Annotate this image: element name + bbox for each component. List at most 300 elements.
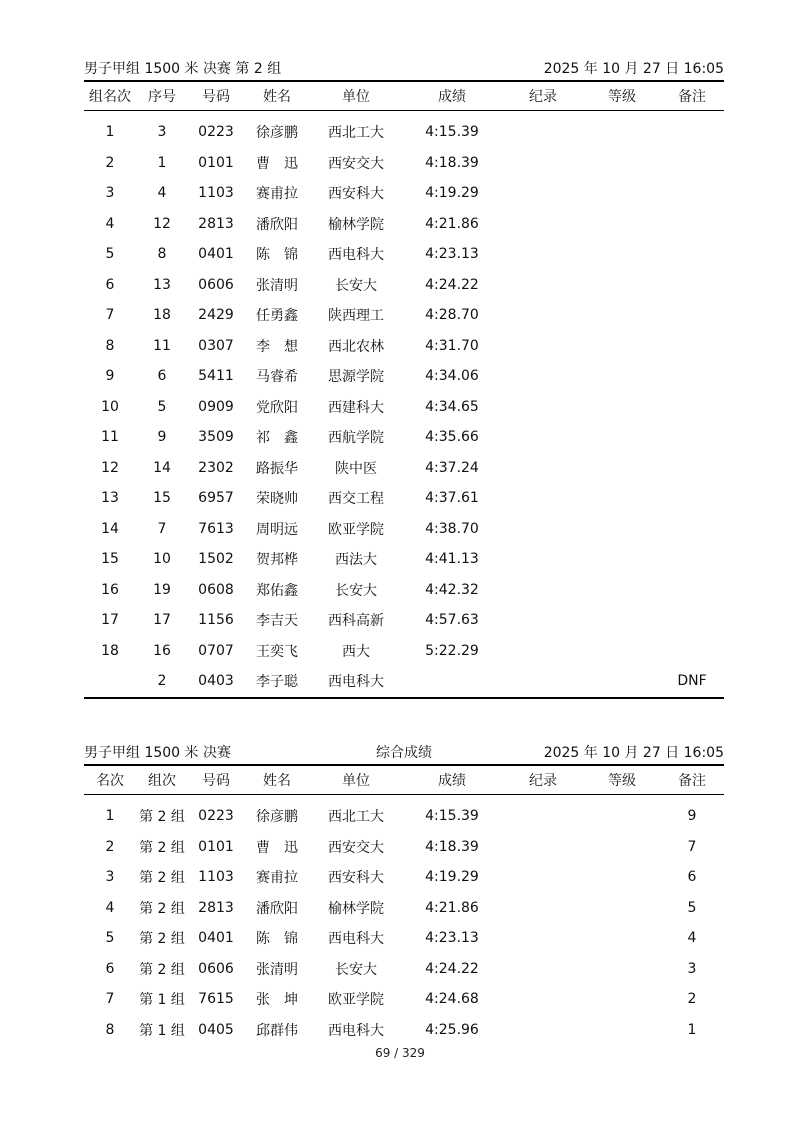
- table-row: [84, 575, 724, 606]
- table-cell: [584, 239, 660, 270]
- table-row: [84, 832, 724, 863]
- table-cell: [584, 483, 660, 514]
- table-row: [84, 1015, 724, 1046]
- table-cell: 张清明: [256, 961, 298, 978]
- table-cell: [584, 801, 660, 832]
- col-header: 纪录: [529, 773, 557, 789]
- table-row: [84, 801, 724, 832]
- col-header: 成绩: [438, 773, 466, 789]
- table-cell: 4: [157, 185, 167, 202]
- table-cell: [660, 453, 724, 484]
- table-cell: 西安交大: [328, 155, 384, 172]
- table-cell: 第 2 组: [139, 931, 185, 948]
- table-cell: 9: [105, 368, 115, 385]
- table-cell: 0403: [198, 673, 234, 690]
- table-cell: [660, 239, 724, 270]
- table-cell: 西安科大: [328, 186, 384, 203]
- table-cell: [584, 117, 660, 148]
- table-cell: [584, 832, 660, 863]
- table-cell: 李 想: [256, 338, 298, 355]
- table-cell: 4:21.86: [425, 215, 479, 232]
- table-row: [84, 361, 724, 392]
- table-cell: [502, 801, 584, 832]
- combined-results-table: [84, 766, 724, 1045]
- table-cell: 0307: [198, 337, 234, 354]
- table-cell: 2813: [198, 899, 234, 916]
- table-row: [84, 239, 724, 270]
- table-cell: 4:37.61: [425, 490, 479, 507]
- table-cell: [584, 544, 660, 575]
- heat-results-section: [84, 58, 724, 699]
- table-cell: [584, 422, 660, 453]
- table-cell: [502, 148, 584, 179]
- table-row: [84, 117, 724, 148]
- table-cell: 陕中医: [335, 460, 377, 477]
- table-cell: 17: [153, 612, 171, 629]
- table-cell: 1502: [198, 551, 234, 568]
- table-cell: [660, 331, 724, 362]
- table-cell: 7613: [198, 520, 234, 537]
- table-cell: [502, 605, 584, 636]
- table-cell: [660, 422, 724, 453]
- table-cell: 4:31.70: [425, 337, 479, 354]
- table-cell: 1103: [198, 185, 234, 202]
- table-cell: 4:24.22: [425, 276, 479, 293]
- table-cell: 4:24.68: [425, 991, 479, 1008]
- table-cell: 李子聪: [256, 674, 298, 691]
- table-cell: 贺邦桦: [256, 552, 298, 569]
- table-cell: 1103: [198, 869, 234, 886]
- table-cell: 4:18.39: [425, 838, 479, 855]
- table-cell: [502, 544, 584, 575]
- table-cell: 16: [101, 581, 119, 598]
- table-cell: 15: [153, 490, 171, 507]
- table-cell: 5:22.29: [425, 642, 479, 659]
- table-cell: 2: [687, 991, 697, 1008]
- table-cell: [584, 270, 660, 301]
- table-cell: [502, 392, 584, 423]
- table-cell: 西电科大: [328, 1022, 384, 1039]
- col-header: 单位: [342, 773, 370, 789]
- table-cell: [584, 636, 660, 667]
- table-cell: 8: [105, 1021, 115, 1038]
- table-cell: 西航学院: [328, 430, 384, 447]
- table-cell: 4: [105, 215, 115, 232]
- table-cell: 第 2 组: [139, 809, 185, 826]
- table-cell: [584, 514, 660, 545]
- table-cell: [584, 453, 660, 484]
- table-cell: [660, 300, 724, 331]
- table-row: [84, 605, 724, 636]
- table-cell: 赛甫拉: [256, 870, 298, 887]
- table-cell: [660, 575, 724, 606]
- table-cell: 17: [101, 612, 119, 629]
- table-cell: 第 1 组: [139, 992, 185, 1009]
- table-cell: 12: [101, 459, 119, 476]
- table-cell: 10: [153, 551, 171, 568]
- table-row: [84, 422, 724, 453]
- table-cell: 曹 迅: [256, 839, 298, 856]
- table-cell: [502, 209, 584, 240]
- table-cell: [584, 923, 660, 954]
- table-cell: 8: [105, 337, 115, 354]
- table-cell: 西安交大: [328, 839, 384, 856]
- table-cell: 3: [105, 185, 115, 202]
- table-cell: 西科高新: [328, 613, 384, 630]
- table-cell: [660, 178, 724, 209]
- table-cell: DNF: [677, 673, 707, 690]
- table-cell: [502, 361, 584, 392]
- table-cell: 0405: [198, 1021, 234, 1038]
- table-cell: 2: [105, 838, 115, 855]
- table-cell: [502, 239, 584, 270]
- table-cell: 4:24.22: [425, 960, 479, 977]
- table-cell: 榆林学院: [328, 216, 384, 233]
- table-cell: [502, 893, 584, 924]
- table-row: [84, 300, 724, 331]
- table-cell: 西大: [342, 643, 370, 660]
- table-cell: [660, 483, 724, 514]
- table-cell: [584, 862, 660, 893]
- table-cell: [502, 178, 584, 209]
- table-cell: 郑佑鑫: [256, 582, 298, 599]
- col-header: 备注: [678, 773, 706, 789]
- table-cell: [502, 1015, 584, 1046]
- col-header: 名次: [96, 773, 124, 789]
- col-header: 姓名: [263, 89, 291, 105]
- combined-title: 男子甲组 1500 米 决赛: [84, 745, 231, 761]
- table-row: [84, 862, 724, 893]
- table-cell: 9: [687, 808, 697, 825]
- table-cell: [584, 361, 660, 392]
- table-cell: 0101: [198, 838, 234, 855]
- table-cell: 曹 迅: [256, 155, 298, 172]
- table-cell: 11: [101, 429, 119, 446]
- table-cell: 7615: [198, 991, 234, 1008]
- table-cell: 0608: [198, 581, 234, 598]
- table-cell: 2302: [198, 459, 234, 476]
- table-cell: [584, 178, 660, 209]
- table-cell: [502, 636, 584, 667]
- table-cell: 6957: [198, 490, 234, 507]
- table-row: [84, 148, 724, 179]
- table-bottom-rule: [84, 697, 724, 699]
- table-cell: 赛甫拉: [256, 186, 298, 203]
- heat-header-row: [84, 82, 724, 111]
- table-cell: [660, 636, 724, 667]
- table-row: [84, 209, 724, 240]
- heat-title: 男子甲组 1500 米 决赛 第 2 组: [84, 61, 282, 77]
- table-cell: [584, 605, 660, 636]
- table-cell: [584, 300, 660, 331]
- table-cell: 陈 锦: [256, 931, 298, 948]
- table-cell: 周明远: [256, 521, 298, 538]
- table-cell: 陕西理工: [328, 308, 384, 325]
- table-cell: 西北工大: [328, 809, 384, 826]
- table-cell: [660, 514, 724, 545]
- table-cell: 6: [157, 368, 167, 385]
- table-cell: 0223: [198, 808, 234, 825]
- table-cell: 6: [687, 869, 697, 886]
- col-header: 等级: [608, 773, 636, 789]
- heat-results-body: [84, 111, 724, 697]
- table-cell: 7: [687, 838, 697, 855]
- table-cell: [660, 148, 724, 179]
- table-cell: 18: [101, 642, 119, 659]
- table-cell: [660, 544, 724, 575]
- combined-title-bar: [84, 742, 724, 764]
- table-cell: 第 2 组: [139, 900, 185, 917]
- table-cell: 李吉天: [256, 613, 298, 630]
- table-cell: [502, 984, 584, 1015]
- table-row: [84, 392, 724, 423]
- table-cell: 4:38.70: [425, 520, 479, 537]
- table-cell: 西北工大: [328, 125, 384, 142]
- table-cell: [402, 666, 502, 697]
- table-cell: 4:23.13: [425, 930, 479, 947]
- table-row: [84, 483, 724, 514]
- col-header: 序号: [148, 89, 176, 105]
- table-cell: 4:18.39: [425, 154, 479, 171]
- table-row: [84, 636, 724, 667]
- col-header: 组名次: [89, 89, 131, 105]
- table-cell: [584, 209, 660, 240]
- table-cell: 0707: [198, 642, 234, 659]
- table-cell: 16: [153, 642, 171, 659]
- table-cell: 西安科大: [328, 870, 384, 887]
- table-cell: 长安大: [335, 961, 377, 978]
- table-cell: 4:42.32: [425, 581, 479, 598]
- table-cell: 3: [687, 960, 697, 977]
- table-cell: [502, 453, 584, 484]
- table-cell: 3: [105, 869, 115, 886]
- table-cell: 11: [153, 337, 171, 354]
- table-cell: 4:15.39: [425, 124, 479, 141]
- table-cell: 潘欣阳: [256, 216, 298, 233]
- table-cell: 思源学院: [328, 369, 384, 386]
- table-cell: [660, 361, 724, 392]
- heat-results-table: [84, 82, 724, 697]
- table-cell: [502, 862, 584, 893]
- table-cell: 2: [105, 154, 115, 171]
- table-cell: 马睿希: [256, 369, 298, 386]
- table-cell: 4: [105, 899, 115, 916]
- col-header: 号码: [202, 89, 230, 105]
- table-cell: 4:25.96: [425, 1021, 479, 1038]
- table-cell: [660, 209, 724, 240]
- combined-header-row: [84, 766, 724, 795]
- table-cell: 西交工程: [328, 491, 384, 508]
- col-header: 成绩: [438, 89, 466, 105]
- col-header: 号码: [202, 773, 230, 789]
- table-cell: 4:21.86: [425, 899, 479, 916]
- table-cell: [502, 270, 584, 301]
- table-cell: 第 2 组: [139, 839, 185, 856]
- col-header: 备注: [678, 89, 706, 105]
- table-cell: 12: [153, 215, 171, 232]
- table-cell: 13: [101, 490, 119, 507]
- combined-datetime: 2025 年 10 月 27 日 16:05: [543, 745, 724, 761]
- table-cell: 陈 锦: [256, 247, 298, 264]
- table-cell: 4:57.63: [425, 612, 479, 629]
- table-cell: [502, 117, 584, 148]
- table-cell: 0401: [198, 246, 234, 263]
- table-cell: 0101: [198, 154, 234, 171]
- table-cell: [502, 483, 584, 514]
- table-cell: [502, 331, 584, 362]
- table-cell: 西建科大: [328, 399, 384, 416]
- table-cell: 10: [101, 398, 119, 415]
- table-cell: 4:37.24: [425, 459, 479, 476]
- table-cell: 5: [157, 398, 167, 415]
- table-cell: 7: [105, 991, 115, 1008]
- table-cell: 潘欣阳: [256, 900, 298, 917]
- table-cell: 第 2 组: [139, 870, 185, 887]
- table-row: [84, 178, 724, 209]
- combined-results-section: [84, 742, 724, 1045]
- table-cell: 5411: [198, 368, 234, 385]
- table-cell: 0223: [198, 124, 234, 141]
- table-row: [84, 666, 724, 697]
- table-cell: [502, 666, 584, 697]
- table-cell: 任勇鑫: [256, 308, 298, 325]
- table-cell: 6: [105, 960, 115, 977]
- table-cell: [584, 331, 660, 362]
- col-header: 纪录: [529, 89, 557, 105]
- table-cell: 14: [153, 459, 171, 476]
- table-cell: 4:35.66: [425, 429, 479, 446]
- table-cell: 0606: [198, 960, 234, 977]
- table-cell: 第 1 组: [139, 1022, 185, 1039]
- table-cell: 4:41.13: [425, 551, 479, 568]
- table-row: [84, 270, 724, 301]
- table-cell: 4:23.13: [425, 246, 479, 263]
- col-header: 姓名: [263, 773, 291, 789]
- table-cell: 欧亚学院: [328, 992, 384, 1009]
- table-cell: [502, 954, 584, 985]
- table-cell: 4:28.70: [425, 307, 479, 324]
- table-cell: 祁 鑫: [256, 430, 298, 447]
- table-row: [84, 331, 724, 362]
- table-cell: [502, 422, 584, 453]
- table-cell: 1: [157, 154, 167, 171]
- table-cell: 长安大: [335, 277, 377, 294]
- table-row: [84, 893, 724, 924]
- table-cell: 路振华: [256, 460, 298, 477]
- table-cell: 5: [687, 899, 697, 916]
- table-cell: [584, 575, 660, 606]
- table-cell: 18: [153, 307, 171, 324]
- combined-subtitle: 综合成绩: [376, 745, 432, 761]
- table-cell: [660, 117, 724, 148]
- table-cell: [584, 666, 660, 697]
- table-cell: 1: [105, 808, 115, 825]
- table-cell: 党欣阳: [256, 399, 298, 416]
- table-cell: 2429: [198, 307, 234, 324]
- table-cell: 3: [157, 124, 167, 141]
- table-cell: 14: [101, 520, 119, 537]
- table-cell: 5: [105, 246, 115, 263]
- table-cell: 4:34.06: [425, 368, 479, 385]
- table-cell: 第 2 组: [139, 961, 185, 978]
- table-cell: [584, 893, 660, 924]
- table-cell: [584, 984, 660, 1015]
- col-header: 单位: [342, 89, 370, 105]
- table-cell: 西北农林: [328, 338, 384, 355]
- table-cell: 张清明: [256, 277, 298, 294]
- table-row: [84, 514, 724, 545]
- table-cell: 长安大: [335, 582, 377, 599]
- col-header: 组次: [148, 773, 176, 789]
- table-cell: 3509: [198, 429, 234, 446]
- table-cell: 1: [105, 124, 115, 141]
- table-cell: [502, 514, 584, 545]
- combined-results-body: [84, 795, 724, 1046]
- table-cell: 4:19.29: [425, 869, 479, 886]
- table-cell: 2: [157, 673, 167, 690]
- table-cell: 19: [153, 581, 171, 598]
- table-row: [84, 544, 724, 575]
- table-cell: [502, 832, 584, 863]
- table-cell: 4:34.65: [425, 398, 479, 415]
- page-number: 69 / 329: [375, 1046, 425, 1060]
- table-cell: 张 坤: [256, 992, 298, 1009]
- table-cell: 西电科大: [328, 247, 384, 264]
- table-cell: 9: [157, 429, 167, 446]
- table-row: [84, 453, 724, 484]
- table-row: [84, 984, 724, 1015]
- table-cell: 徐彦鹏: [256, 809, 298, 826]
- table-cell: [502, 300, 584, 331]
- table-cell: 荣晓帅: [256, 491, 298, 508]
- table-cell: [584, 148, 660, 179]
- table-cell: 0401: [198, 930, 234, 947]
- table-cell: 4: [687, 930, 697, 947]
- table-cell: 0909: [198, 398, 234, 415]
- table-cell: [660, 392, 724, 423]
- table-cell: 7: [157, 520, 167, 537]
- table-cell: 4:19.29: [425, 185, 479, 202]
- table-cell: 8: [157, 246, 167, 263]
- table-cell: 0606: [198, 276, 234, 293]
- table-cell: 西法大: [335, 552, 377, 569]
- table-cell: 4:15.39: [425, 808, 479, 825]
- table-cell: 13: [153, 276, 171, 293]
- table-cell: [502, 575, 584, 606]
- heat-title-bar: [84, 58, 724, 80]
- table-cell: [584, 392, 660, 423]
- table-row: [84, 954, 724, 985]
- table-cell: [584, 1015, 660, 1046]
- table-cell: 王奕飞: [256, 643, 298, 660]
- table-cell: 7: [105, 307, 115, 324]
- table-cell: [84, 666, 136, 697]
- table-cell: 1156: [198, 612, 234, 629]
- table-cell: 西电科大: [328, 931, 384, 948]
- heat-datetime: 2025 年 10 月 27 日 16:05: [543, 61, 724, 77]
- table-cell: 榆林学院: [328, 900, 384, 917]
- table-cell: [660, 270, 724, 301]
- table-cell: 5: [105, 930, 115, 947]
- table-cell: 2813: [198, 215, 234, 232]
- col-header: 等级: [608, 89, 636, 105]
- table-cell: 1: [687, 1021, 697, 1038]
- table-row: [84, 923, 724, 954]
- table-cell: 15: [101, 551, 119, 568]
- table-cell: 6: [105, 276, 115, 293]
- table-cell: [584, 954, 660, 985]
- table-cell: 欧亚学院: [328, 521, 384, 538]
